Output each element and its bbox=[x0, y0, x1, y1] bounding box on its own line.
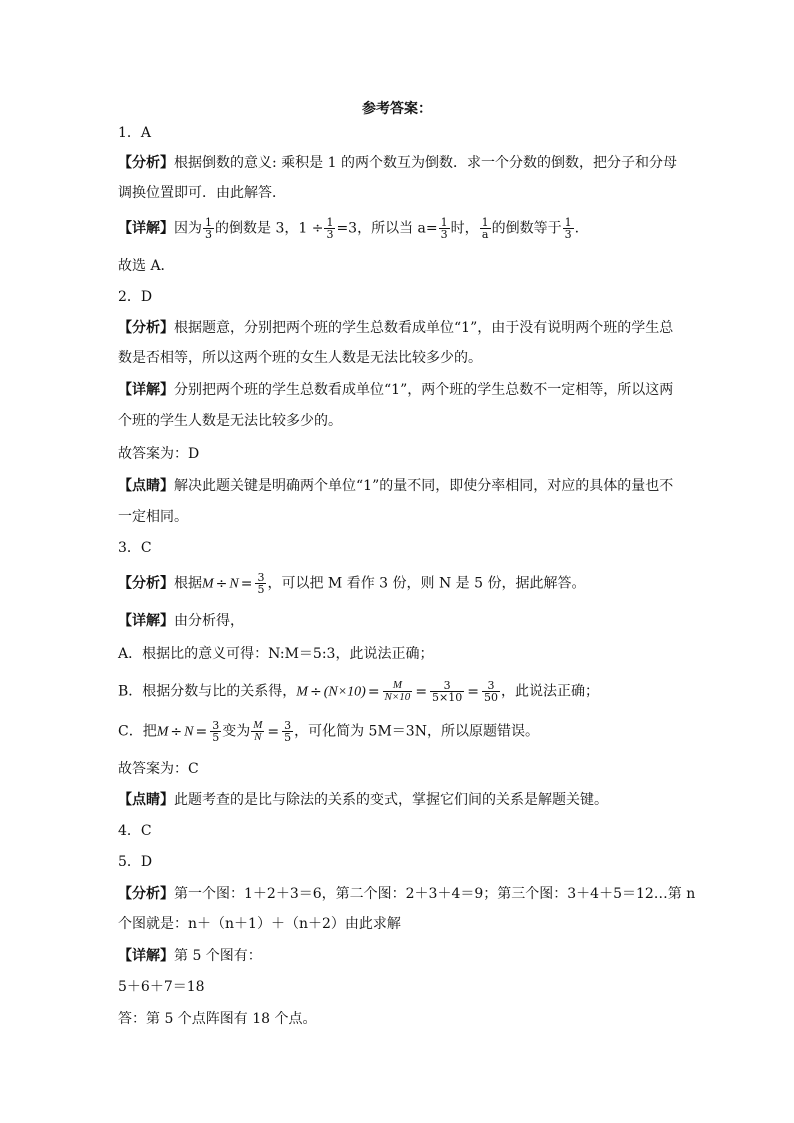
fraction-3-over-50: $\frac{3}{50}$ bbox=[484, 679, 498, 704]
q4-head: 4．C bbox=[118, 823, 152, 839]
q2-head: 2．D bbox=[118, 289, 153, 305]
fraction-three-fifths: $\frac{3}{5}$ bbox=[257, 571, 265, 596]
q2-detail-line1: 【详解】分别把两个班的学生总数看成单位“1”，两个班的学生总数不一定相等，所以这两 bbox=[118, 382, 674, 398]
q2-detail-line2: 个班的学生人数是无法比较多少的。 bbox=[118, 413, 342, 429]
q2-tip-line2: 一定相同。 bbox=[118, 509, 188, 525]
q5-calc: 5＋6＋7＝18 bbox=[118, 979, 205, 995]
fraction-one-third: $\frac{1}{3}$ bbox=[205, 216, 212, 241]
fraction-one-over-a: $\frac{1}{a}$ bbox=[481, 216, 489, 241]
q1-answer: 故选 A． bbox=[118, 258, 175, 274]
q2-tip-line1: 【点睛】解决此题关键是明确两个单位“1”的量不同，即使分率相同，对应的具体的量也不 bbox=[118, 478, 674, 494]
q3-option-c: C．把M ÷ N = $\frac{3}{5}$ 变为 $\frac{M}{N}$ = $\frac{3}{5}$ ，可化简为 5M＝3N，所以原题错误。 bbox=[118, 719, 539, 744]
q3-analysis: 【分析】根据M ÷ N = $\frac{3}{5}$ ，可以把 M 看作 3 份，则 N 是 5 份，据此解答。 bbox=[118, 571, 586, 596]
q3-detail: 【详解】由分析得， bbox=[118, 613, 244, 629]
q3-option-a: A．根据比的意义可得：N:M＝5:3，此说法正确； bbox=[118, 646, 434, 662]
q5-head: 5．D bbox=[118, 854, 153, 870]
fraction-m-over-n10: $\frac{M}{N\times 10}$ bbox=[384, 679, 411, 703]
q1-head: 1．A bbox=[118, 125, 152, 141]
tip-tag: 【点睛】 bbox=[118, 478, 174, 494]
q3-tip: 【点睛】此题考查的是比与除法的关系的变式，掌握它们间的关系是解题关键。 bbox=[118, 792, 608, 808]
q3-option-b: B．根据分数与比的关系得，M ÷ (N×10) = $\frac{M}{N\times 10}$ = $\frac{3}{5\times 10}$ = $\frac{3}{50}$ ，此说法正确； bbox=[118, 679, 599, 704]
fraction-one-third: $\frac{1}{3}$ bbox=[440, 216, 448, 241]
detail-tag: 【详解】 bbox=[118, 220, 174, 237]
q2-analysis-line1: 【分析】根据题意，分别把两个班的学生总数看成单位“1”，由于没有说明两个班的学生总 bbox=[118, 320, 674, 336]
fraction-one-third: $\frac{1}{3}$ bbox=[564, 216, 572, 241]
q1-analysis-line2: 调换位置即可．由此解答． bbox=[118, 185, 286, 201]
fraction-3-over-5x10: $\frac{3}{5\times 10}$ bbox=[432, 679, 463, 704]
analysis-tag: 【分析】 bbox=[118, 155, 174, 171]
q1-detail: 【详解】因为 $\frac{1}{3}$ 的倒数是 3，1 ÷ $\frac{1}{3}$ =3，所以当 a= $\frac{1}{3}$ 时， $\frac{1}{a}$ 的倒数等于 $\frac{1}{3}$ . bbox=[118, 216, 580, 241]
q3-head: 3．C bbox=[118, 540, 152, 556]
fraction-three-fifths: $\frac{3}{5}$ bbox=[212, 719, 220, 744]
q5-answer: 答：第 5 个点阵图有 18 个点。 bbox=[118, 1011, 317, 1027]
q1-analysis-line1: 【分析】根据倒数的意义: 乘积是 1 的两个数互为倒数．求一个分数的倒数，把分子和分母 bbox=[118, 155, 677, 171]
q3-answer: 故答案为：C bbox=[118, 761, 199, 777]
fraction-m-over-n: $\frac{M}{N}$ bbox=[253, 719, 263, 743]
q5-analysis-line1: 【分析】第一个图：1＋2＋3＝6，第二个图：2＋3＋4＝9；第三个图：3＋4＋5＝12…第 n bbox=[118, 886, 696, 902]
q5-detail: 【详解】第 5 个图有： bbox=[118, 948, 262, 964]
q2-analysis-line2: 数是否相等，所以这两个班的女生人数是无法比较多少的。 bbox=[118, 350, 482, 366]
q2-answer: 故答案为：D bbox=[118, 446, 200, 462]
fraction-one-third: $\frac{1}{3}$ bbox=[326, 216, 334, 241]
fraction-three-fifths: $\frac{3}{5}$ bbox=[284, 719, 292, 744]
page-title: 参考答案： bbox=[362, 101, 432, 117]
q5-analysis-line2: 个图就是：n＋（n＋1）＋（n＋2）由此求解 bbox=[118, 916, 401, 932]
